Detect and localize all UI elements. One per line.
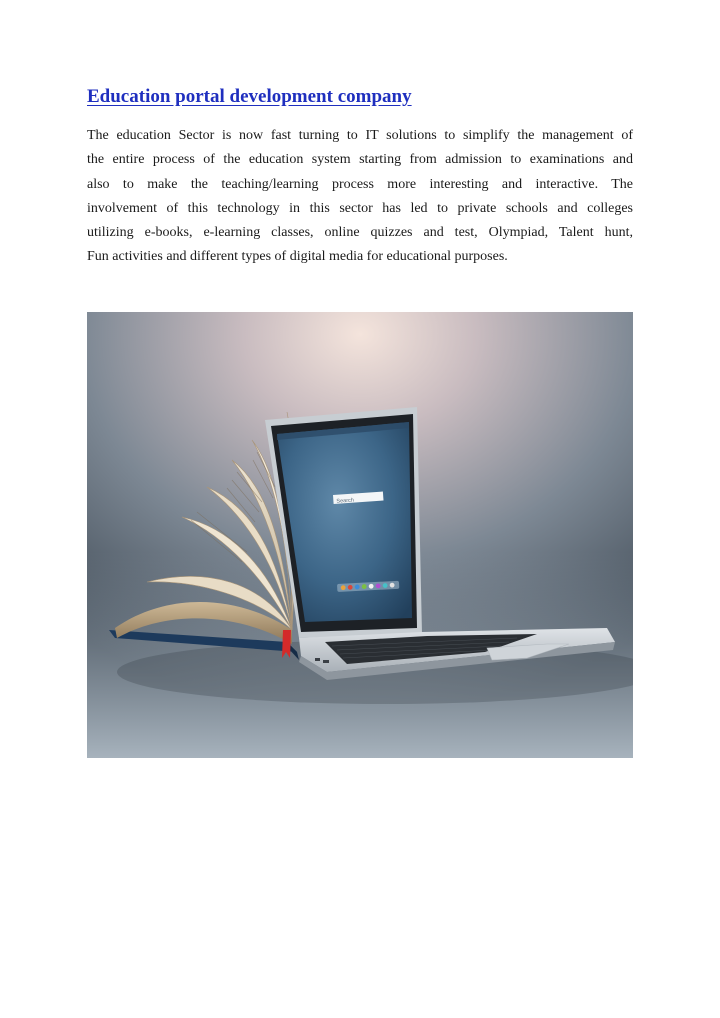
paragraph-line: involvement of this technology in this sector has led to private schools and colleges xyxy=(87,200,633,216)
laptop-book-illustration xyxy=(87,312,633,758)
illustration-svg xyxy=(87,312,633,758)
paragraph-line: utilizing e-books, e-learning classes, online quizzes and test, Olympiad, Talent hunt, xyxy=(87,225,633,241)
laptop-port xyxy=(315,658,320,661)
paragraph-line: Fun activities and different types of digital media for educational purposes. xyxy=(87,249,508,265)
paragraph-line: the entire process of the education system starting from admission to examinations and xyxy=(87,152,633,168)
paragraph-line: The education Sector is now fast turning to IT solutions to simplify the management of xyxy=(87,128,633,143)
laptop-port xyxy=(323,660,329,663)
body-paragraph xyxy=(87,124,633,270)
screen-search-text: Search xyxy=(336,497,355,505)
paragraph-line: also to make the teaching/learning process more interesting and interactive. The xyxy=(87,176,633,192)
title-link[interactable]: Education portal development company xyxy=(87,86,412,107)
